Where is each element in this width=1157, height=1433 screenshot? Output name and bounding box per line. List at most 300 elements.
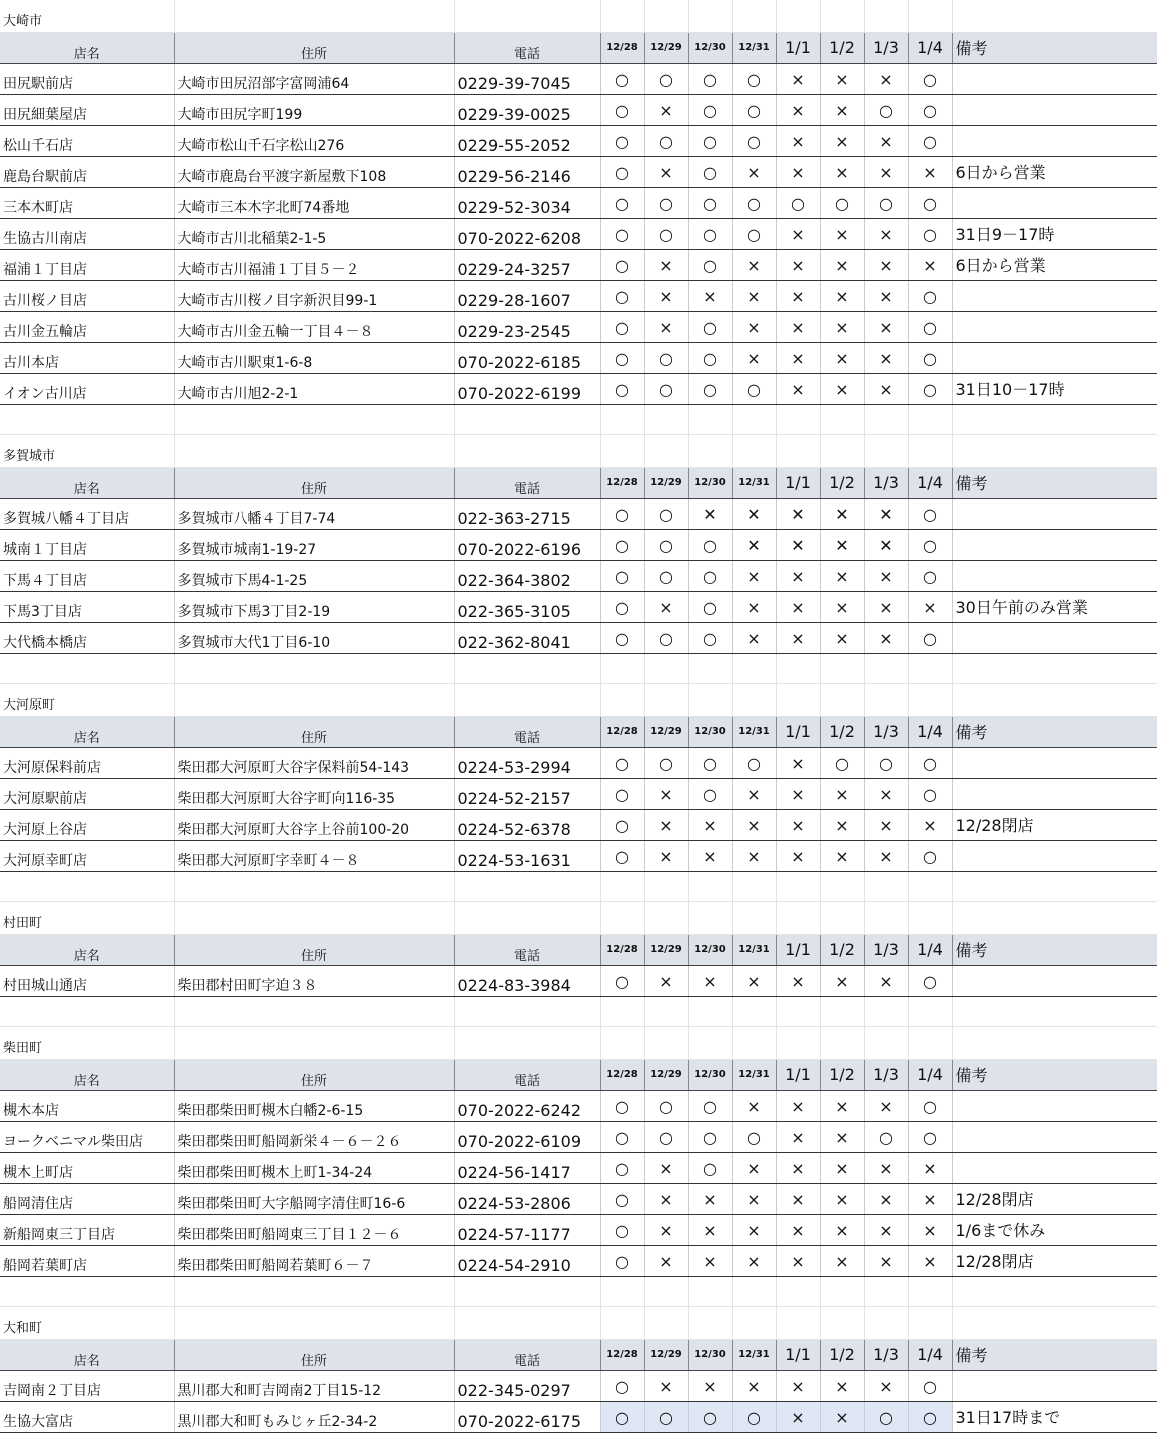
- store-address: 黒川郡大和町もみじヶ丘2-34-2: [174, 1402, 454, 1433]
- empty-cell: [776, 405, 820, 435]
- store-row: [0, 1215, 1157, 1246]
- store-row: [0, 126, 1157, 157]
- status-mark: ×: [820, 1184, 864, 1215]
- store-phone: 0229-39-7045: [454, 64, 600, 95]
- header-date: 12/28: [600, 33, 644, 64]
- status-mark: ○: [688, 312, 732, 343]
- status-mark: ×: [776, 219, 820, 250]
- empty-cell: [688, 405, 732, 435]
- store-row: [0, 1122, 1157, 1153]
- store-address: 柴田郡柴田町船岡若葉町６－７: [174, 1246, 454, 1277]
- status-mark: ×: [820, 810, 864, 841]
- header-date: 12/31: [732, 468, 776, 499]
- empty-cell: [454, 405, 600, 435]
- store-name: 古川本店: [0, 343, 174, 374]
- status-mark: ○: [732, 126, 776, 157]
- store-address: 柴田郡柴田町大字船岡字清住町16-6: [174, 1184, 454, 1215]
- store-note: [952, 95, 1157, 126]
- header-note: 備考: [952, 468, 1157, 499]
- empty-cell: [644, 1027, 688, 1060]
- status-mark: ×: [776, 1215, 820, 1246]
- header-date: 1/4: [908, 1060, 952, 1091]
- empty-cell: [864, 654, 908, 684]
- status-mark: ×: [820, 1371, 864, 1402]
- header-name: 店名: [0, 717, 174, 748]
- empty-cell: [600, 654, 644, 684]
- empty-cell: [174, 997, 454, 1027]
- empty-cell: [174, 684, 454, 717]
- status-mark: ×: [776, 1091, 820, 1122]
- store-phone: 022-363-2715: [454, 499, 600, 530]
- status-mark: ×: [908, 592, 952, 623]
- status-mark: ×: [908, 157, 952, 188]
- status-mark: ○: [688, 1091, 732, 1122]
- status-mark: ○: [600, 623, 644, 654]
- status-mark: ×: [908, 1153, 952, 1184]
- header-date: 12/31: [732, 1340, 776, 1371]
- status-mark: ×: [776, 126, 820, 157]
- empty-cell: [688, 1027, 732, 1060]
- status-mark: ×: [732, 1371, 776, 1402]
- status-mark: ×: [732, 561, 776, 592]
- header-date: 12/29: [644, 935, 688, 966]
- status-mark: ✕: [776, 499, 820, 530]
- empty-cell: [952, 1307, 1157, 1340]
- status-mark: ×: [864, 779, 908, 810]
- status-mark: ✕: [864, 499, 908, 530]
- status-mark: ×: [820, 281, 864, 312]
- status-mark: ○: [600, 126, 644, 157]
- store-note: [952, 530, 1157, 561]
- header-name: 店名: [0, 33, 174, 64]
- empty-cell: [952, 435, 1157, 468]
- status-mark: ✕: [732, 530, 776, 561]
- status-mark: ○: [908, 312, 952, 343]
- status-mark: ×: [864, 126, 908, 157]
- store-note: [952, 1122, 1157, 1153]
- status-mark: ×: [732, 250, 776, 281]
- status-mark: ○: [644, 530, 688, 561]
- spacer-row: [0, 872, 1157, 902]
- status-mark: ×: [820, 1215, 864, 1246]
- status-mark: ○: [600, 374, 644, 405]
- status-mark: ○: [688, 188, 732, 219]
- status-mark: ○: [600, 95, 644, 126]
- header-address: 住所: [174, 935, 454, 966]
- status-mark: ×: [732, 312, 776, 343]
- header-row: [0, 935, 1157, 966]
- status-mark: ○: [908, 281, 952, 312]
- status-mark: ×: [864, 1215, 908, 1246]
- store-address: 大崎市鹿島台平渡字新屋敷下108: [174, 157, 454, 188]
- status-mark: ○: [600, 1122, 644, 1153]
- store-row: [0, 810, 1157, 841]
- status-mark: ×: [820, 157, 864, 188]
- status-mark: ×: [732, 779, 776, 810]
- status-mark: ×: [820, 592, 864, 623]
- header-date: 12/28: [600, 1340, 644, 1371]
- store-name: 大代橋本橋店: [0, 623, 174, 654]
- empty-cell: [454, 872, 600, 902]
- empty-cell: [174, 435, 454, 468]
- store-row: [0, 841, 1157, 872]
- store-phone: 0229-55-2052: [454, 126, 600, 157]
- store-note: [952, 499, 1157, 530]
- status-mark: ○: [688, 157, 732, 188]
- store-note: 12/28閉店: [952, 1246, 1157, 1277]
- store-note: [952, 64, 1157, 95]
- status-mark: ○: [732, 374, 776, 405]
- header-note: 備考: [952, 1340, 1157, 1371]
- empty-cell: [820, 1307, 864, 1340]
- store-row: [0, 188, 1157, 219]
- empty-cell: [644, 902, 688, 935]
- header-date: 1/1: [776, 33, 820, 64]
- empty-cell: [776, 435, 820, 468]
- empty-cell: [864, 684, 908, 717]
- store-name: 船岡若葉町店: [0, 1246, 174, 1277]
- status-mark: ×: [688, 841, 732, 872]
- store-row: [0, 219, 1157, 250]
- status-mark: ○: [600, 312, 644, 343]
- section-title-row: [0, 1027, 1157, 1060]
- store-phone: 0224-54-2910: [454, 1246, 600, 1277]
- header-date: 12/29: [644, 33, 688, 64]
- status-mark: ○: [644, 219, 688, 250]
- store-name: 槻木本店: [0, 1091, 174, 1122]
- empty-cell: [174, 1277, 454, 1307]
- empty-cell: [732, 872, 776, 902]
- store-name: 生協大富店: [0, 1402, 174, 1433]
- status-mark: ✕: [820, 499, 864, 530]
- status-mark: ×: [864, 1153, 908, 1184]
- empty-cell: [454, 0, 600, 33]
- status-mark: ×: [776, 95, 820, 126]
- empty-cell: [454, 997, 600, 1027]
- empty-cell: [644, 0, 688, 33]
- store-row: [0, 1091, 1157, 1122]
- status-mark: ○: [908, 779, 952, 810]
- status-mark: ×: [864, 841, 908, 872]
- status-mark: ×: [644, 841, 688, 872]
- header-date: 1/4: [908, 717, 952, 748]
- empty-cell: [454, 1027, 600, 1060]
- header-row: [0, 33, 1157, 64]
- status-mark: ×: [732, 1184, 776, 1215]
- empty-cell: [732, 684, 776, 717]
- store-row: [0, 1402, 1157, 1433]
- empty-cell: [864, 405, 908, 435]
- header-name: 店名: [0, 1060, 174, 1091]
- empty-cell: [908, 0, 952, 33]
- status-mark: ×: [776, 1184, 820, 1215]
- status-mark: ○: [908, 530, 952, 561]
- store-phone: 0229-24-3257: [454, 250, 600, 281]
- status-mark: ○: [864, 748, 908, 779]
- empty-cell: [688, 997, 732, 1027]
- store-address: 黒川郡大和町吉岡南2丁目15-12: [174, 1371, 454, 1402]
- header-date: 12/30: [688, 33, 732, 64]
- header-date: 12/30: [688, 468, 732, 499]
- status-mark: ○: [600, 841, 644, 872]
- store-address: 大崎市松山千石字松山276: [174, 126, 454, 157]
- status-mark: ○: [820, 188, 864, 219]
- empty-cell: [454, 902, 600, 935]
- empty-cell: [908, 684, 952, 717]
- header-date: 1/3: [864, 935, 908, 966]
- empty-cell: [600, 0, 644, 33]
- empty-cell: [644, 435, 688, 468]
- store-note: [952, 1371, 1157, 1402]
- empty-cell: [864, 1027, 908, 1060]
- empty-cell: [908, 1307, 952, 1340]
- store-phone: 0224-56-1417: [454, 1153, 600, 1184]
- status-mark: ×: [644, 1153, 688, 1184]
- status-mark: ×: [864, 810, 908, 841]
- status-mark: ×: [732, 281, 776, 312]
- status-mark: ×: [776, 374, 820, 405]
- empty-cell: [952, 1027, 1157, 1060]
- empty-cell: [644, 872, 688, 902]
- empty-cell: [776, 902, 820, 935]
- section-title: 大崎市: [0, 0, 174, 33]
- status-mark: ×: [820, 374, 864, 405]
- status-mark: ○: [644, 561, 688, 592]
- empty-cell: [864, 0, 908, 33]
- empty-cell: [454, 1307, 600, 1340]
- store-note: [952, 1153, 1157, 1184]
- store-name: 大河原幸町店: [0, 841, 174, 872]
- store-address: 柴田郡柴田町船岡東三丁目１２－６: [174, 1215, 454, 1246]
- store-phone: 0229-39-0025: [454, 95, 600, 126]
- store-phone: 022-345-0297: [454, 1371, 600, 1402]
- store-row: [0, 250, 1157, 281]
- status-mark: ×: [820, 1246, 864, 1277]
- store-note: [952, 1091, 1157, 1122]
- store-address: 柴田郡大河原町大谷字町向116-35: [174, 779, 454, 810]
- header-phone: 電話: [454, 33, 600, 64]
- store-phone: 0229-23-2545: [454, 312, 600, 343]
- status-mark: ×: [776, 250, 820, 281]
- store-row: [0, 374, 1157, 405]
- status-mark: ○: [732, 95, 776, 126]
- status-mark: ○: [908, 1091, 952, 1122]
- status-mark: ○: [644, 126, 688, 157]
- status-mark: ○: [688, 343, 732, 374]
- empty-cell: [688, 654, 732, 684]
- empty-cell: [864, 435, 908, 468]
- store-address: 柴田郡柴田町槻木白幡2-6-15: [174, 1091, 454, 1122]
- status-mark: ○: [732, 64, 776, 95]
- header-date: 1/1: [776, 1060, 820, 1091]
- status-mark: ×: [732, 1153, 776, 1184]
- store-name: 村田城山通店: [0, 966, 174, 997]
- store-address: 大崎市古川旭2-2-1: [174, 374, 454, 405]
- store-name: 槻木上町店: [0, 1153, 174, 1184]
- empty-cell: [776, 1277, 820, 1307]
- store-phone: 070-2022-6199: [454, 374, 600, 405]
- store-name: 大河原上谷店: [0, 810, 174, 841]
- status-mark: ×: [820, 779, 864, 810]
- store-row: [0, 312, 1157, 343]
- empty-cell: [952, 872, 1157, 902]
- store-address: 大崎市古川福浦１丁目５－２: [174, 250, 454, 281]
- empty-cell: [952, 684, 1157, 717]
- empty-cell: [0, 872, 174, 902]
- status-mark: ×: [732, 841, 776, 872]
- header-date: 1/2: [820, 1060, 864, 1091]
- status-mark: ○: [908, 374, 952, 405]
- header-date: 12/28: [600, 717, 644, 748]
- header-note: 備考: [952, 935, 1157, 966]
- store-address: 柴田郡柴田町槻木上町1-34-24: [174, 1153, 454, 1184]
- store-row: [0, 1153, 1157, 1184]
- store-phone: 0229-52-3034: [454, 188, 600, 219]
- header-date: 12/30: [688, 1340, 732, 1371]
- status-mark: ×: [776, 779, 820, 810]
- status-mark: ×: [864, 1091, 908, 1122]
- empty-cell: [600, 684, 644, 717]
- status-mark: ×: [908, 1184, 952, 1215]
- header-date: 1/3: [864, 717, 908, 748]
- empty-cell: [688, 684, 732, 717]
- status-mark: ×: [644, 966, 688, 997]
- section-title: 柴田町: [0, 1027, 174, 1060]
- status-mark: ○: [688, 779, 732, 810]
- empty-cell: [0, 654, 174, 684]
- empty-cell: [174, 405, 454, 435]
- status-mark: ×: [776, 281, 820, 312]
- store-name: 多賀城八幡４丁目店: [0, 499, 174, 530]
- status-mark: ○: [688, 95, 732, 126]
- section-title: 大河原町: [0, 684, 174, 717]
- status-mark: ×: [776, 64, 820, 95]
- store-row: [0, 157, 1157, 188]
- store-note: [952, 343, 1157, 374]
- store-note: 30日午前のみ営業: [952, 592, 1157, 623]
- store-note: [952, 748, 1157, 779]
- header-row: [0, 468, 1157, 499]
- store-phone: 0224-53-2994: [454, 748, 600, 779]
- empty-cell: [174, 0, 454, 33]
- store-row: [0, 95, 1157, 126]
- header-date: 1/2: [820, 468, 864, 499]
- header-date: 12/31: [732, 717, 776, 748]
- section-title-row: [0, 0, 1157, 33]
- status-mark: ×: [864, 219, 908, 250]
- empty-cell: [644, 1277, 688, 1307]
- status-mark: ×: [820, 250, 864, 281]
- store-row: [0, 343, 1157, 374]
- status-mark: ×: [776, 312, 820, 343]
- status-mark: ○: [688, 374, 732, 405]
- empty-cell: [174, 1307, 454, 1340]
- header-name: 店名: [0, 1340, 174, 1371]
- header-name: 店名: [0, 468, 174, 499]
- store-note: 6日から営業: [952, 157, 1157, 188]
- store-note: 12/28閉店: [952, 1184, 1157, 1215]
- empty-cell: [644, 997, 688, 1027]
- empty-cell: [908, 1027, 952, 1060]
- store-row: [0, 530, 1157, 561]
- header-date: 1/3: [864, 468, 908, 499]
- empty-cell: [776, 1027, 820, 1060]
- header-date: 12/31: [732, 935, 776, 966]
- status-mark: ×: [820, 64, 864, 95]
- status-mark: ×: [776, 1246, 820, 1277]
- empty-cell: [776, 872, 820, 902]
- status-mark: ×: [776, 841, 820, 872]
- store-phone: 0224-52-6378: [454, 810, 600, 841]
- store-note: 1/6まで休み: [952, 1215, 1157, 1246]
- header-date: 12/30: [688, 717, 732, 748]
- status-mark: ○: [688, 250, 732, 281]
- status-mark: ○: [688, 561, 732, 592]
- empty-cell: [600, 405, 644, 435]
- header-address: 住所: [174, 468, 454, 499]
- empty-cell: [732, 1307, 776, 1340]
- empty-cell: [908, 902, 952, 935]
- status-mark: ○: [908, 1122, 952, 1153]
- empty-cell: [732, 1027, 776, 1060]
- empty-cell: [600, 997, 644, 1027]
- status-mark: ○: [820, 748, 864, 779]
- store-row: [0, 561, 1157, 592]
- store-phone: 070-2022-6208: [454, 219, 600, 250]
- empty-cell: [174, 902, 454, 935]
- status-mark: ×: [732, 592, 776, 623]
- store-name: 下馬3丁目店: [0, 592, 174, 623]
- status-mark: ×: [644, 1184, 688, 1215]
- header-date: 1/2: [820, 33, 864, 64]
- status-mark: ×: [908, 1246, 952, 1277]
- status-mark: ○: [688, 592, 732, 623]
- spacer-row: [0, 997, 1157, 1027]
- status-mark: ×: [864, 966, 908, 997]
- empty-cell: [688, 872, 732, 902]
- empty-cell: [600, 1277, 644, 1307]
- status-mark: ○: [644, 748, 688, 779]
- empty-cell: [732, 902, 776, 935]
- empty-cell: [688, 1307, 732, 1340]
- store-name: 松山千石店: [0, 126, 174, 157]
- store-row: [0, 779, 1157, 810]
- empty-cell: [952, 654, 1157, 684]
- header-note: 備考: [952, 33, 1157, 64]
- status-mark: ○: [600, 1153, 644, 1184]
- empty-cell: [864, 1307, 908, 1340]
- header-date: 12/30: [688, 935, 732, 966]
- empty-cell: [732, 405, 776, 435]
- empty-cell: [644, 405, 688, 435]
- status-mark: ×: [820, 312, 864, 343]
- empty-cell: [732, 435, 776, 468]
- section-title-row: [0, 1307, 1157, 1340]
- empty-cell: [820, 654, 864, 684]
- header-date: 1/3: [864, 1340, 908, 1371]
- empty-cell: [776, 0, 820, 33]
- store-phone: 0224-53-1631: [454, 841, 600, 872]
- empty-cell: [0, 405, 174, 435]
- status-mark: ×: [644, 779, 688, 810]
- status-mark: ×: [644, 810, 688, 841]
- status-mark: ×: [732, 343, 776, 374]
- empty-cell: [644, 684, 688, 717]
- store-name: 生協古川南店: [0, 219, 174, 250]
- store-row: [0, 1246, 1157, 1277]
- section-title: 村田町: [0, 902, 174, 935]
- status-mark: ×: [776, 748, 820, 779]
